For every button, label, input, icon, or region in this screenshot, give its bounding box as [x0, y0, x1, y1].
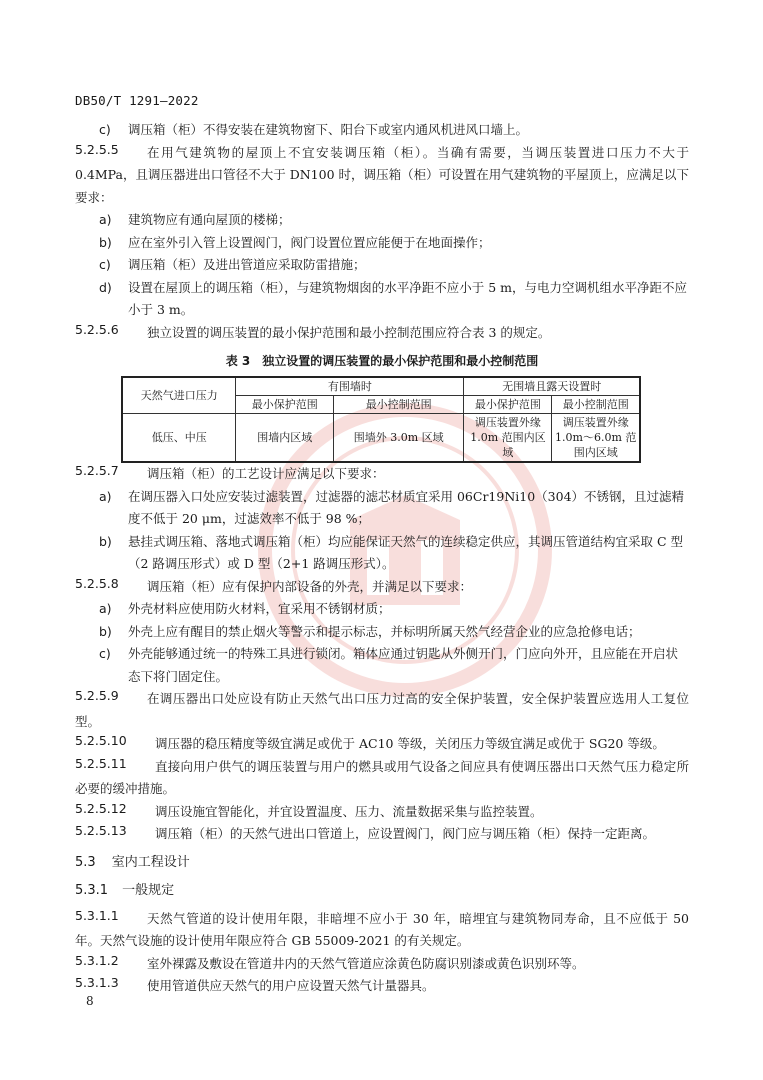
- clause-5-2-5-13: 5.2.5.13 调压箱（柜）的天然气进出口管道上，应设置阀门，阀门应与调压箱（柜）保持一定距离。: [75, 823, 656, 841]
- list-item: b) 悬挂式调压箱、落地式调压箱（柜）均应能保证天然气的连续稳定供应，其调压管道结构宜采取 C 型（2 路调压形式）或 D 型（2+1 路调压形式）。: [99, 533, 684, 571]
- list-item: c) 调压箱（柜）不得安装在建筑物窗下、阳台下或室内通风机进风口墙上。: [99, 122, 529, 137]
- document-code-header: DB50/T 1291—2022: [75, 93, 199, 108]
- table-header-cell: 有围墙时: [236, 377, 464, 396]
- clause-5-2-5-11: 5.2.5.11 直接向用户供气的调压装置与用户的燃具或用气设备之间应具有使调压器出口天然气压力稳定所必要的缓冲措施。: [75, 755, 689, 796]
- list-item: a) 在调压器入口处应安装过滤装置，过滤器的滤芯材质宜采用 06Cr19Ni10（304）不锈钢，且过滤精度不低于 20 μm，过滤效率不低于 98 %；: [99, 488, 685, 526]
- page-number: 8: [86, 994, 94, 1008]
- clause-5-3-1-3: 5.3.1.3 使用管道供应天然气的用户应设置天然气计量器具。: [75, 975, 435, 993]
- table-cell: 低压、中压: [122, 414, 236, 463]
- table-cell: 调压装置外缘 1.0m～6.0m 范围内区域: [552, 414, 640, 463]
- list-item: a) 外壳材料应使用防火材料，宜采用不锈钢材质；: [99, 601, 391, 616]
- clause-5-2-5-7: 5.2.5.7 调压箱（柜）的工艺设计应满足以下要求：: [75, 463, 385, 481]
- list-item: a) 建筑物应有通向屋顶的楼梯；: [99, 212, 291, 227]
- clause-5-3-1-1: 5.3.1.1 天然气管道的设计使用年限，非暗埋不应小于 30 年，暗埋宜与建筑物同寿命，且不应低于 50 年。天然气设施的设计使用年限应符合 GB 55009-2021 的有关规定。: [75, 907, 689, 948]
- table-header-cell: 天然气进口压力: [122, 377, 236, 414]
- section-heading-5-3: 5.3 室内工程设计: [75, 854, 190, 870]
- clause-5-2-5-10: 5.2.5.10 调压器的稳压精度等级宜满足或优于 AC10 等级，关闭压力等级宜满足或优于 SG20 等级。: [75, 733, 665, 751]
- list-item: d) 设置在屋顶上的调压箱（柜），与建筑物烟囱的水平净距不应小于 5 m，与电力空调机组水平净距不应小于 3 m。: [99, 279, 688, 317]
- table-header-cell: 无围墙且露天设置时: [464, 377, 640, 396]
- clause-5-2-5-6: 5.2.5.6 独立设置的调压装置的最小保护范围和最小控制范围应符合表 3 的规定。: [75, 321, 551, 340]
- table-cell: 调压装置外缘 1.0m 范围内区域: [464, 414, 552, 463]
- document-body: [75, 119, 689, 998]
- table-header-cell: 最小保护范围: [236, 396, 334, 414]
- list-item: c) 外壳能够通过统一的特殊工具进行锁闭。箱体应通过钥匙从外侧开门，门应向外开，且应能在开启状态下将门固定住。: [99, 646, 679, 684]
- list-item: b) 外壳上应有醒目的禁止烟火等警示和提示标志，并标明所属天然气经营企业的应急抢修电话；: [99, 623, 641, 639]
- clause-5-3-1-2: 5.3.1.2 室外裸露及敷设在管道井内的天然气管道应涂黄色防腐识别漆或黄色识别环等。: [75, 952, 585, 971]
- table-3: [121, 376, 641, 463]
- table-header-cell: 最小控制范围: [333, 396, 463, 414]
- section-heading-5-3-1: 5.3.1 一般规定: [75, 882, 175, 898]
- clause-5-2-5-9: 5.2.5.9 在调压器出口处应设有防止天然气出口压力过高的安全保护装置，安全保护装置应选用人工复位型。: [75, 688, 689, 729]
- table-cell: 围墙外 3.0m 区域: [333, 414, 463, 463]
- list-item: c) 调压箱（柜）及进出管道应采取防雷措施；: [99, 257, 366, 272]
- table-header-cell: 最小控制范围: [552, 396, 640, 414]
- list-item: b) 应在室外引入管上设置阀门，阀门设置位置应能便于在地面操作；: [99, 234, 491, 250]
- clause-5-2-5-12: 5.2.5.12 调压设施宜智能化，并宜设置温度、压力、流量数据采集与监控装置。: [75, 800, 543, 819]
- table-cell: 围墙内区域: [236, 414, 334, 463]
- table-title: 表 3 独立设置的调压装置的最小保护范围和最小控制范围: [225, 354, 539, 368]
- clause-5-2-5-8: 5.2.5.8 调压箱（柜）应有保护内部设备的外壳，并满足以下要求：: [75, 575, 473, 594]
- table-header-cell: 最小保护范围: [464, 396, 552, 414]
- clause-5-2-5-5: 5.2.5.5 在用气建筑物的屋顶上不宜安装调压箱（柜）。当确有需要，当调压装置进口压力不大于 0.4MPa，且调压器进出口管径不大于 DN100 时，调压箱（柜）可设置在用气建筑物的平屋顶上，应满足以下要求：: [75, 141, 689, 205]
